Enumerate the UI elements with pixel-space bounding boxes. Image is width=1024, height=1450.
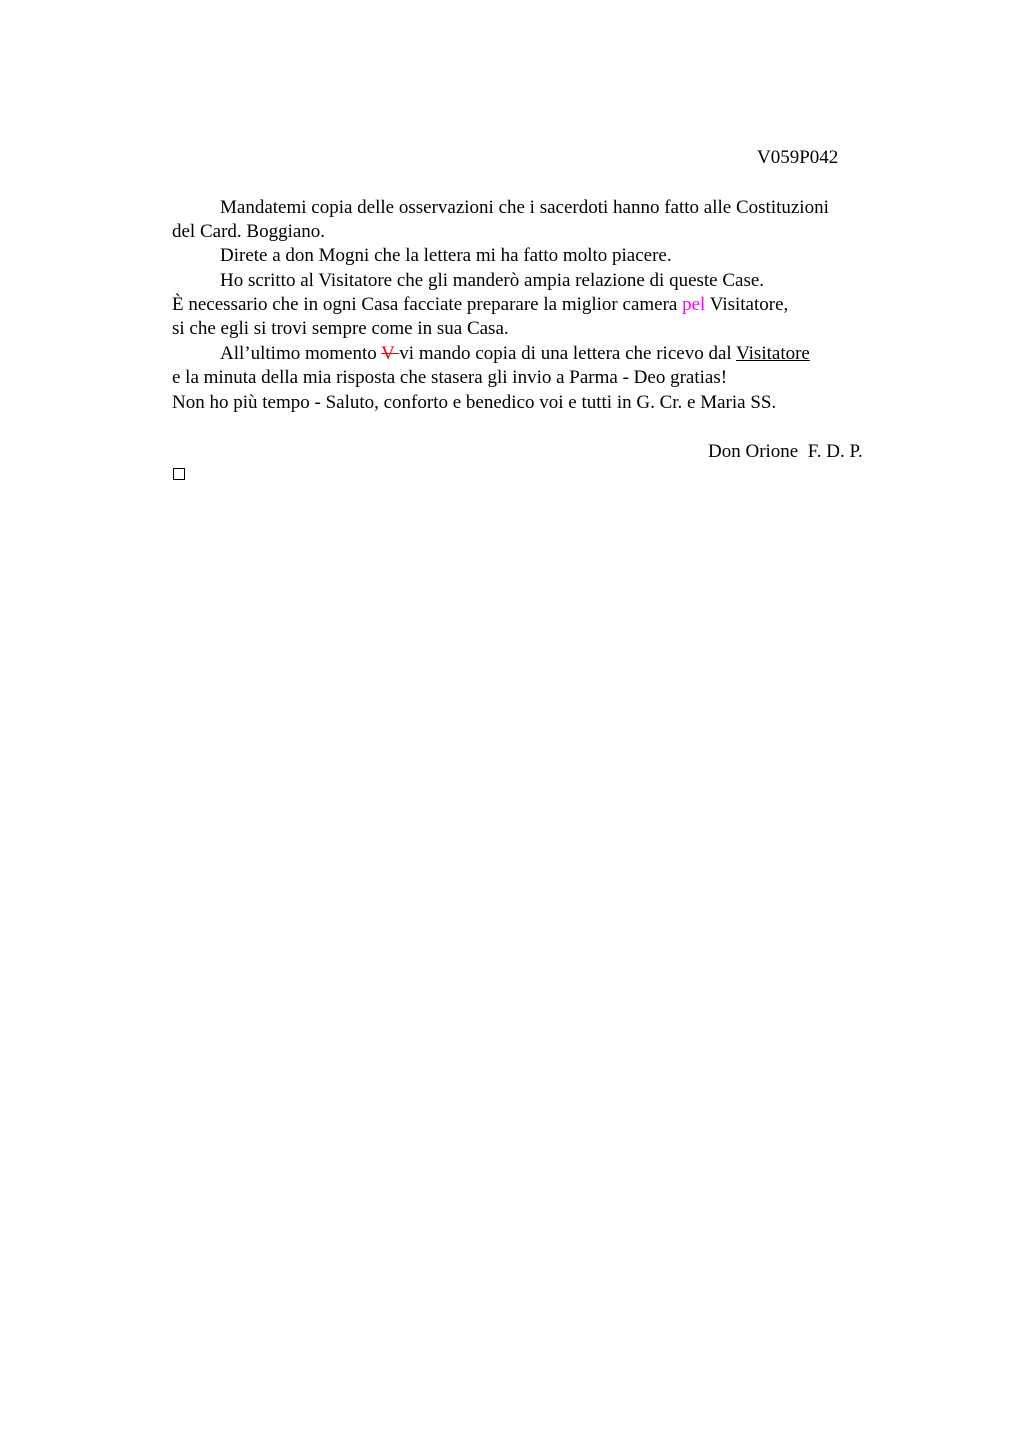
text-line-5: [172, 293, 788, 317]
text-line-5-end: Visitatore,: [705, 294, 789, 315]
text-line-1: Mandatemi copia delle osservazioni che i sacerdoti hanno fatto alle Costituzioni: [220, 197, 829, 218]
struck-letter: V: [381, 343, 400, 364]
text-line-2: del Card. Boggiano.: [172, 221, 326, 242]
document-reference: V059P042: [757, 147, 839, 168]
text-line-7: [220, 342, 810, 366]
text-line-6: si che egli si trovi sempre come in sua Casa.: [172, 318, 509, 339]
underlined-word: Visitatore: [736, 343, 810, 364]
text-line-7-start: All’ultimo momento: [220, 343, 382, 364]
signature: Don Orione F. D. P.: [708, 441, 863, 462]
text-line-4: Ho scritto al Visitatore che gli manderò ampia relazione di queste Case.: [220, 270, 765, 291]
text-line-5-start: È necessario che in ogni Casa facciate preparare la miglior camera: [172, 294, 683, 315]
text-line-8: e la minuta della mia risposta che stasera gli invio a Parma - Deo gratias!: [172, 367, 728, 388]
text-line-7-middle: vi mando copia di una lettera che ricevo dal: [399, 343, 737, 364]
checkbox-square-icon: [173, 468, 185, 480]
text-line-9: Non ho più tempo - Saluto, conforto e benedico voi e tutti in G. Cr. e Maria SS.: [172, 392, 777, 413]
highlighted-word: pel: [682, 294, 706, 315]
text-line-3: Direte a don Mogni che la lettera mi ha fatto molto piacere.: [220, 245, 672, 266]
